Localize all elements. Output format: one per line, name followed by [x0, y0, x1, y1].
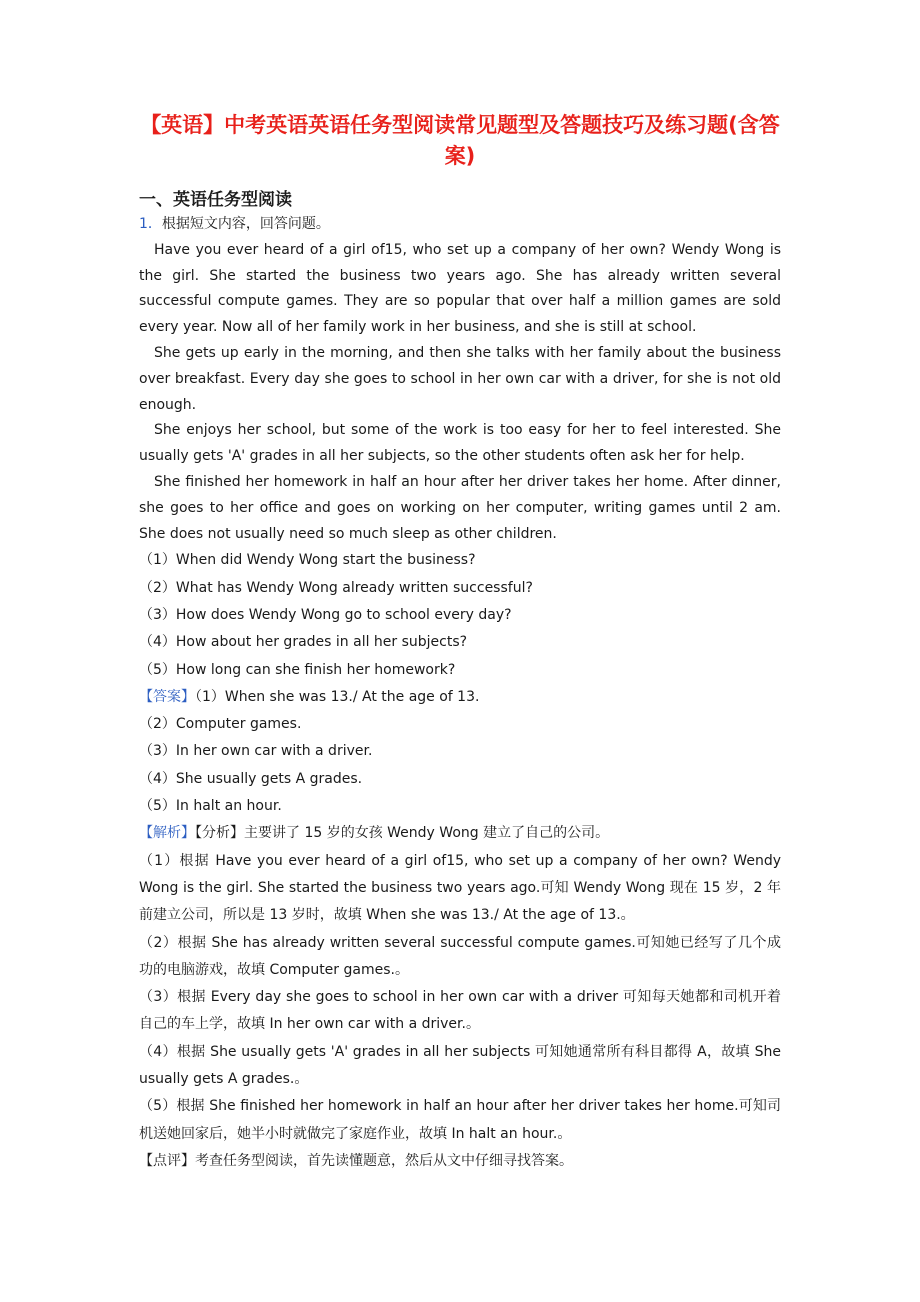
- analysis-item-4: （4）根据 She usually gets 'A' grades in all her subjects 可知她通常所有科目都得 A，故填 She usually gets A grades.。: [139, 1043, 781, 1087]
- sub-question-2: （2）What has Wendy Wong already written successful?: [139, 579, 533, 596]
- analysis-item-5: （5）根据 She finished her homework in half an hour after her driver takes her home.可知司机送她回家后，她半小时就做完了家庭作业，故填 In halt an hour.。: [139, 1098, 781, 1142]
- passage-paragraph-4: She finished her homework in half an hour after her driver takes her home. After dinner, she goes to her office and goes on working on her computer, writing games until 2 am. She does not usually need so much sleep as other children.: [139, 473, 781, 542]
- answer-2: （2）Computer games.: [139, 716, 302, 733]
- sub-question-3: （3）How does Wendy Wong go to school every day?: [139, 606, 512, 623]
- answer-line-1: [139, 684, 781, 711]
- answer-label: 【答案】: [139, 688, 195, 705]
- sub-question-5: （5）How long can she finish her homework?: [139, 661, 456, 678]
- question-instruction: 根据短文内容，回答问题。: [161, 216, 330, 232]
- answer-4: （4）She usually gets A grades.: [139, 770, 363, 787]
- analysis-item-2: （2）根据 She has already written several successful compute games.可知她已经写了几个成功的电脑游戏，故填 Computer games.。: [139, 934, 781, 978]
- question-header: [139, 212, 781, 238]
- passage-paragraph-2: She gets up early in the morning, and then she talks with her family about the business over breakfast. Every day she goes to school in her own car with a driver, for she is not old enough.: [139, 344, 781, 413]
- analysis-label: 【解析】: [139, 825, 195, 842]
- answer-3: （3）In her own car with a driver.: [139, 743, 373, 760]
- sub-question-1: （1）When did Wendy Wong start the business?: [139, 552, 476, 569]
- comment: 【点评】考查任务型阅读，首先读懂题意，然后从文中仔细寻找答案。: [139, 1152, 573, 1169]
- analysis-intro: 【分析】主要讲了 15 岁的女孩 Wendy Wong 建立了自己的公司。: [195, 825, 610, 842]
- section-heading: 一、英语任务型阅读: [139, 190, 292, 210]
- analysis-intro-line: [139, 820, 781, 847]
- sub-question-4: （4）How about her grades in all her subjects?: [139, 634, 468, 651]
- passage-paragraph-1: Have you ever heard of a girl of15, who set up a company of her own? Wendy Wong is the girl. She started the business two years ago. She has already written several successful compute games. They are so popular that over half a million games are sold every year. Now all of her family work in her business, and she is still at school.: [139, 241, 781, 336]
- question-number: 1．: [139, 216, 162, 232]
- passage-paragraph-3: She enjoys her school, but some of the work is too easy for her to feel interested. She usually gets 'A' grades in all her subjects, so the other students often ask her for help.: [139, 422, 781, 465]
- answer-1: （1）When she was 13./ At the age of 13.: [195, 688, 480, 705]
- document-title: 【英语】中考英语英语任务型阅读常见题型及答题技巧及练习题(含答案): [140, 113, 780, 168]
- question-body: [139, 212, 781, 1175]
- answer-5: （5）In halt an hour.: [139, 798, 282, 815]
- analysis-item-3: （3）根据 Every day she goes to school in her own car with a driver 可知每天她都和司机开着自己的车上学，故填 In her own car with a driver.。: [139, 989, 781, 1033]
- analysis-item-1: （1）根据 Have you ever heard of a girl of15, who set up a company of her own? Wendy Wong is the girl. She started the business two years ago.可知 Wendy Wong 现在 15 岁，2 年前建立公司，所以是 13 岁时，故填 When she was 13./ At the age of 13.。: [139, 852, 781, 924]
